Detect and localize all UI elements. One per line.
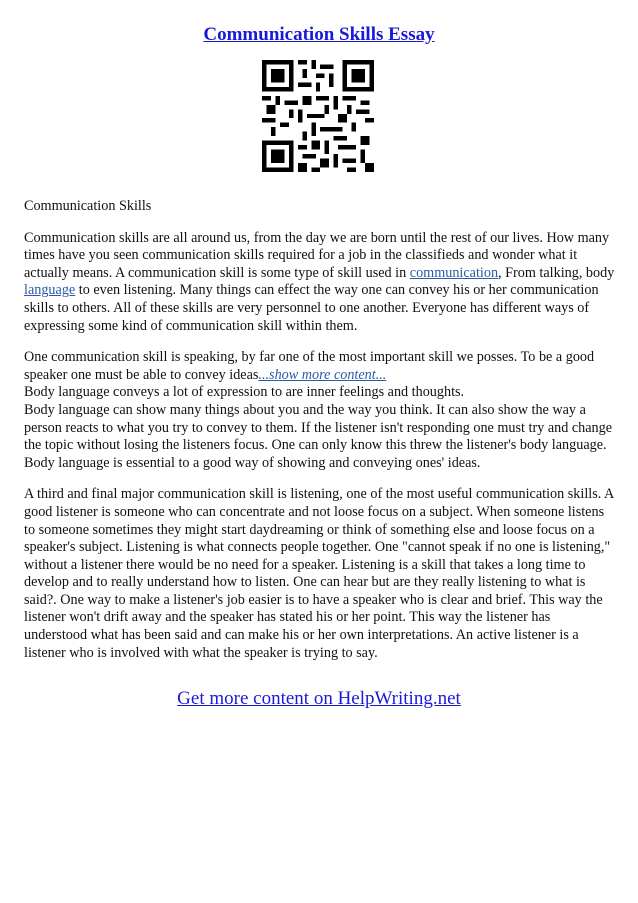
paragraph-2: One communication skill is speaking, by far one of the most important skill we posses. To be a good speaker one must be able to convey ideas...show more content... <box>24 349 595 383</box>
paragraph-5: A third and final major communication skill is listening, one of the most useful communication skills. A good listener is someone who can concentrate and not loose focus on a subject. When someone listens to someone sometimes they might start daydreaming or think of something else and loose focus on a speaker's subject. Listening is what connects people together. One "cannot speak if no one is listening," without a listener there would be no need for a speaker. Listening is a skill that takes a long time to develop and to really understand how to listen. One can hear but are they really listening to what is said?. One way to make a listener's job easier is to have a speaker who is clear and brief. This way the listener won't drift away and the speaker has stated his or her point. This way the listener has understood what has been said and can make his or her own interpretations. An active listener is a listener who is involved with what the speaker is trying to say. <box>24 486 614 661</box>
footer-link[interactable]: Get more content on HelpWriting.net <box>177 688 461 709</box>
paragraph-1: Communication skills are all around us, from the day we are born until the rest of our lives. How many times have you seen communication skills required for a job in the classifieds and wonder what it actually means. A communication skill is some type of skill used in communication, From talking, body language to even listening. Many things can effect the way one can convey his or her communication skills to others. All of these skills are very personnel to one another. Everyone has different ways of expressing some kind of communication skill within them. <box>24 229 615 334</box>
paragraph-3: Body language conveys a lot of expression to are inner feelings and thoughts. <box>24 384 465 401</box>
document-title[interactable]: Communication Skills Essay <box>203 24 435 45</box>
link-communication[interactable]: communication <box>409 264 499 281</box>
section-heading: Communication Skills <box>24 198 152 214</box>
paragraph-4: Body language can show many things about you and the way you think. It can also show the way a person reacts to what you try to convey to them. If the listener isn't responding one must try and change the topic without losing the listeners focus. One can only know this threw the listener's body language. Body language is essential to a good way of showing and conveying ones' ideas. <box>24 401 613 471</box>
qr-code-icon <box>262 60 374 172</box>
link-language[interactable]: language <box>24 282 76 299</box>
essay-body <box>24 198 616 676</box>
show-more-link[interactable]: ...show more content... <box>258 366 387 383</box>
